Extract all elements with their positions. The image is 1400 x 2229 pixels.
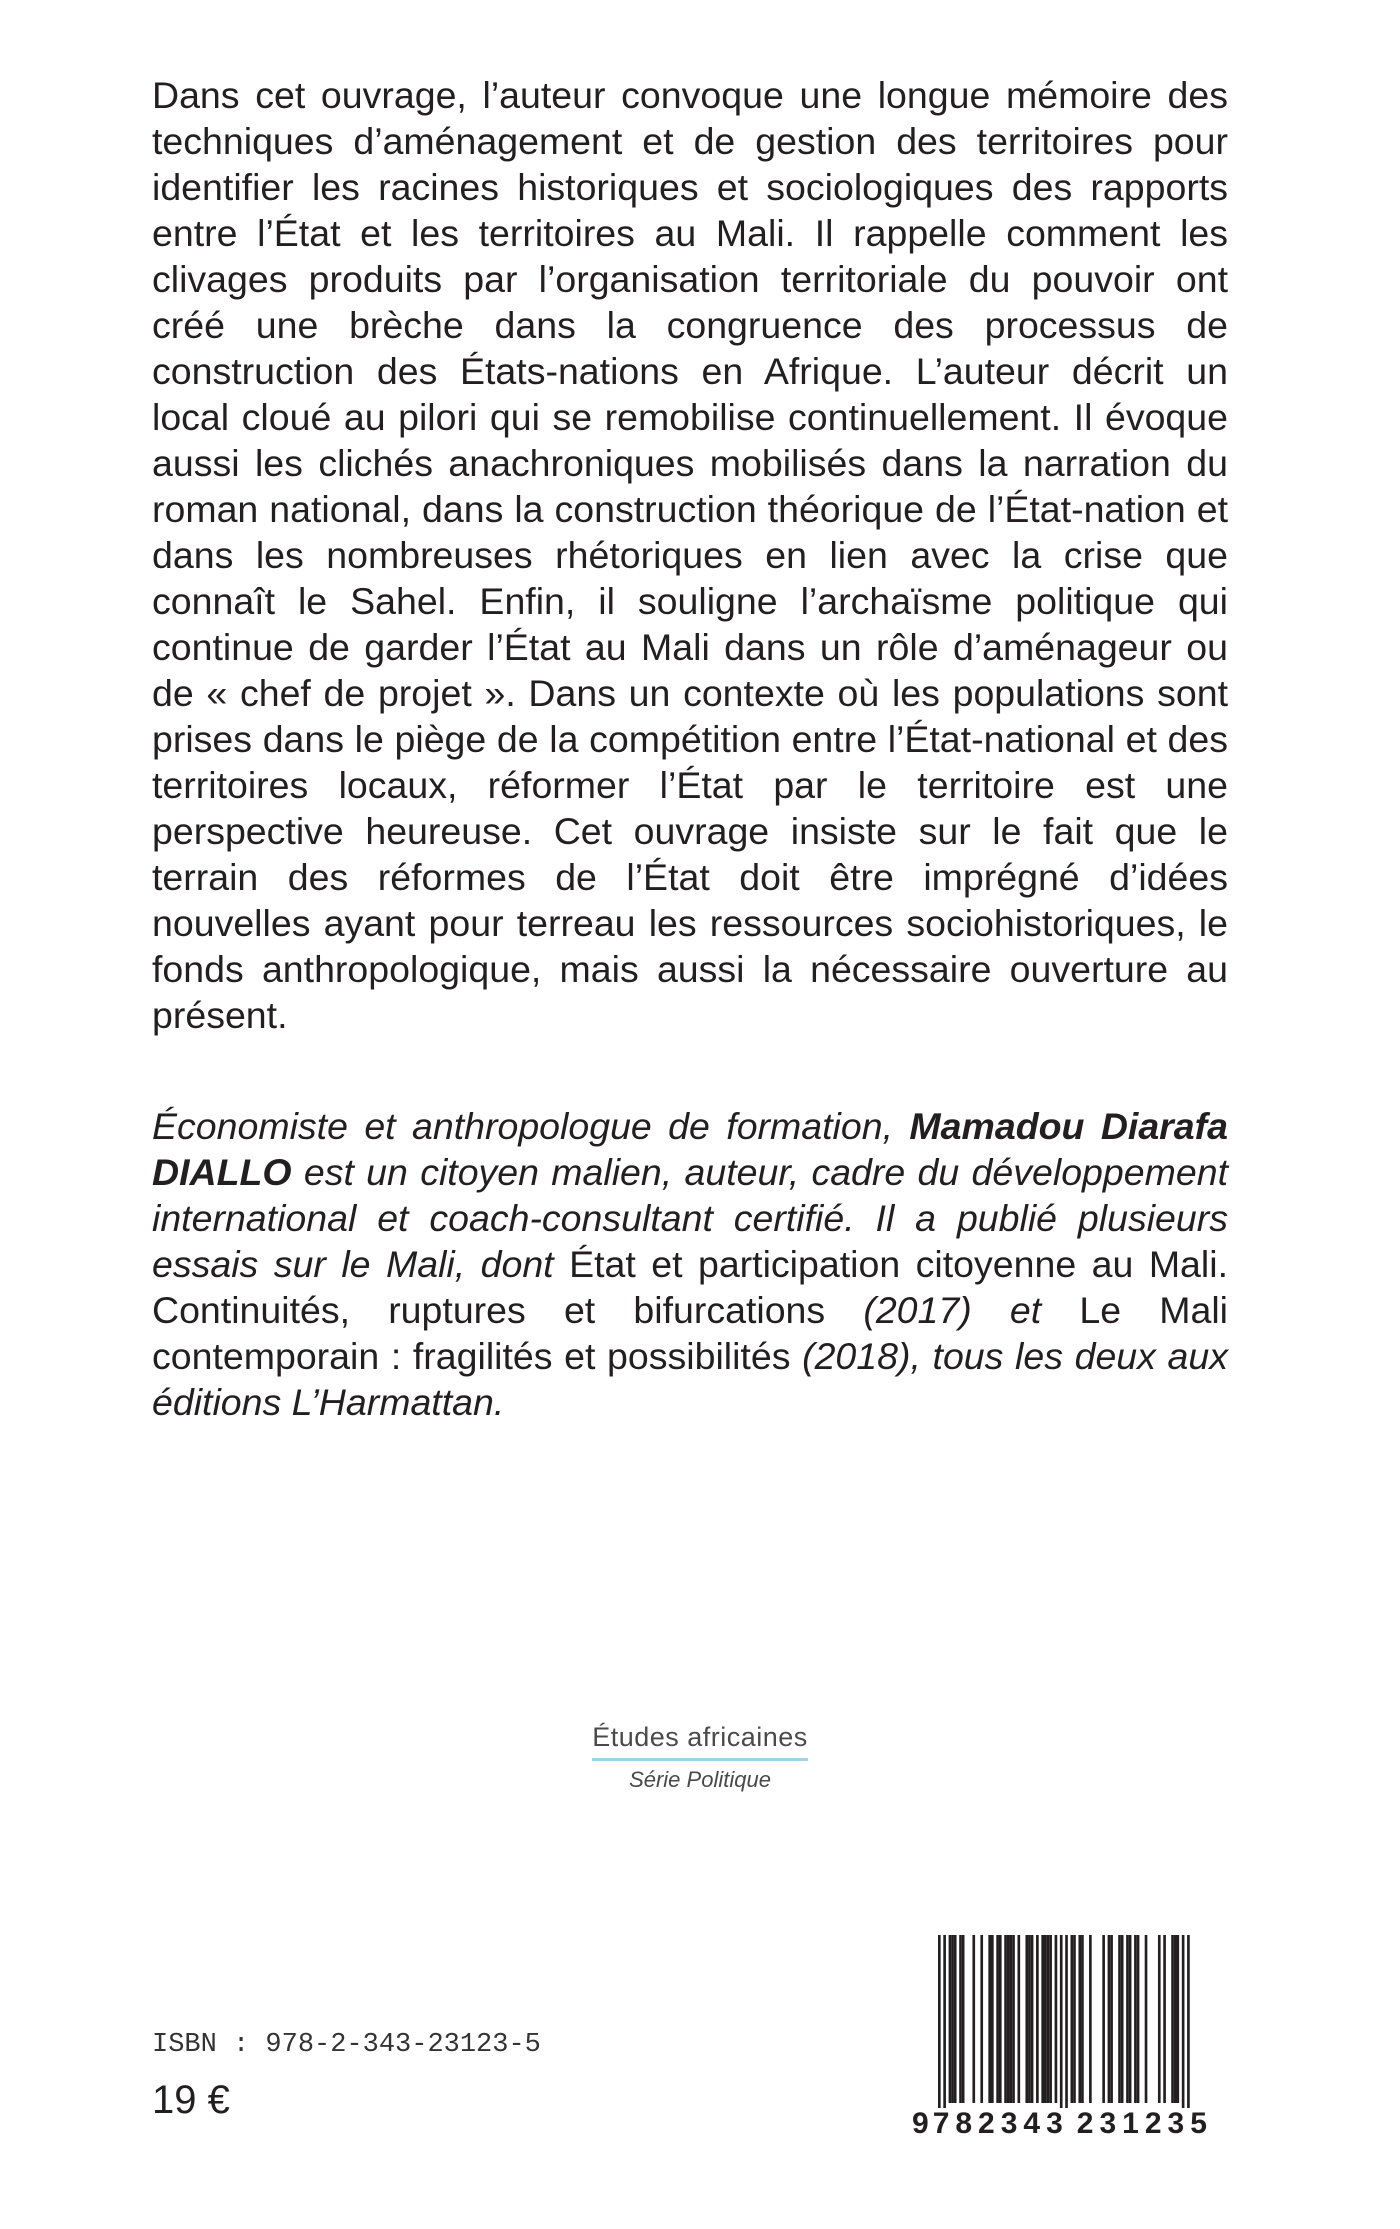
series-title: Études africaines bbox=[592, 1722, 808, 1761]
barcode-bar bbox=[949, 1935, 952, 2103]
barcode-right-group: 231235 bbox=[1073, 2108, 1217, 2140]
barcode-bar bbox=[1041, 1935, 1044, 2103]
barcode-bar bbox=[996, 1935, 999, 2103]
barcode-guard-bar bbox=[1187, 1935, 1190, 2117]
barcode-bar bbox=[1018, 1935, 1021, 2103]
barcode-bar bbox=[980, 1935, 983, 2103]
barcode-bar bbox=[951, 1935, 954, 2103]
barcode-bar bbox=[972, 1935, 975, 2103]
barcode-first-digit: 9 bbox=[912, 2107, 929, 2140]
barcode bbox=[912, 1935, 1212, 2140]
isbn: ISBN : 978-2-343-23123-5 bbox=[152, 2030, 541, 2060]
barcode-bar bbox=[1010, 1935, 1013, 2103]
barcode-bar bbox=[1031, 1935, 1034, 2103]
series-subtitle: Série Politique bbox=[629, 1767, 771, 1792]
barcode-bar bbox=[1129, 1935, 1132, 2103]
barcode-bar bbox=[1073, 1935, 1076, 2103]
barcode-guard-bar bbox=[1060, 1935, 1063, 2117]
barcode-bar bbox=[954, 1935, 957, 2103]
barcode-digits bbox=[912, 2100, 1212, 2140]
barcode-bar bbox=[988, 1935, 991, 2103]
barcode-guard-bar bbox=[1065, 1935, 1068, 2117]
barcode-bar bbox=[1049, 1935, 1052, 2103]
author-bio bbox=[152, 1103, 1228, 1425]
book-title-1: État et participation citoyenne au Mali. Continuités, ruptures et bifurcations bbox=[152, 1243, 1228, 1331]
book-title-2: Le Mali contemporain : fragilités et possibilités bbox=[152, 1289, 1228, 1377]
barcode-bar bbox=[999, 1935, 1002, 2103]
barcode-left-group: 782343 bbox=[929, 2108, 1073, 2140]
barcode-bar bbox=[1089, 1935, 1092, 2103]
barcode-bar bbox=[1171, 1935, 1174, 2103]
series-label bbox=[0, 1722, 1400, 1793]
barcode-bar bbox=[1137, 1935, 1140, 2103]
barcode-bar bbox=[1071, 1935, 1074, 2103]
barcode-bar bbox=[1081, 1935, 1084, 2103]
barcode-bar bbox=[1110, 1935, 1113, 2103]
barcode-bar bbox=[962, 1935, 965, 2103]
barcode-bar bbox=[1078, 1935, 1081, 2103]
barcode-guard-bar bbox=[943, 1935, 946, 2117]
barcode-bar bbox=[1012, 1935, 1015, 2103]
barcode-bar bbox=[1118, 1935, 1121, 2103]
barcode-bar bbox=[1158, 1935, 1161, 2103]
barcode-bar bbox=[1102, 1935, 1105, 2103]
barcode-guard-bar bbox=[1182, 1935, 1185, 2117]
barcode-bar bbox=[1174, 1935, 1177, 2103]
barcode-bar bbox=[1177, 1935, 1180, 2103]
barcode-bar bbox=[1047, 1935, 1050, 2103]
bio-year-1: (2017) et bbox=[825, 1289, 1080, 1331]
bio-year-2: (2018), tous les deux aux éditions L’Harmattan. bbox=[152, 1335, 1228, 1423]
barcode-bar bbox=[1108, 1935, 1111, 2103]
barcode-bar bbox=[959, 1935, 962, 2103]
barcode-bar bbox=[1007, 1935, 1010, 2103]
barcode-bar bbox=[1126, 1935, 1129, 2103]
bio-text: est un citoyen malien, auteur, cadre du développement international et coach-consultant certifié. Il a publié plusieurs essais sur le Mali, dont bbox=[152, 1151, 1228, 1285]
barcode-bar bbox=[1145, 1935, 1148, 2103]
barcode-bar bbox=[1044, 1935, 1047, 2103]
author-name: Mamadou Diarafa DIALLO bbox=[152, 1105, 1228, 1193]
barcode-bar bbox=[1163, 1935, 1166, 2103]
barcode-bar bbox=[991, 1935, 994, 2103]
barcode-bar bbox=[1055, 1935, 1058, 2103]
bio-intro: Économiste et anthropologue de formation, bbox=[152, 1105, 910, 1147]
barcode-bar bbox=[1036, 1935, 1039, 2103]
back-cover-summary: Dans cet ouvrage, l’auteur convoque une longue mémoire des techniques d’aménagement et de gestion des territoires pour identifier les racines historiques et sociologiques des rapports entre l’État et les territoires au Mali. Il rappelle comment les clivages produits par l’organisation territoriale du pouvoir ont créé une brèche dans la congruence des processus de construction des États-nations en Afrique. L’auteur décrit un local cloué au pilori qui se remobilise continuellement. Il évoque aussi les clichés anachroniques mobilisés dans la narration du roman national, dans la construction théorique de l’État-nation et dans les nombreuses rhétoriques en lien avec la crise que connaît le Sahel. Enfin, il souligne l’archaïsme politique qui continue de garder l’État au Mali dans un rôle d’aménageur ou de « chef de projet ». Dans un contexte où les populations sont prises dans le piège de la compétition entre l’État-national et des territoires locaux, réformer l’État par le territoire est une perspective heureuse. Cet ouvrage insiste sur le fait que le terrain des réformes de l’État doit être imprégné d’idées nouvelles ayant pour terreau les ressources sociohistoriques, le fonds anthropologique, mais aussi la nécessaire ouverture au présent. bbox=[152, 74, 1228, 1036]
barcode-bar bbox=[1121, 1935, 1124, 2103]
price: 19 € bbox=[152, 2078, 230, 2122]
barcode-bar bbox=[1028, 1935, 1031, 2103]
barcode-bar bbox=[1134, 1935, 1137, 2103]
barcode-bar bbox=[1025, 1935, 1028, 2103]
barcode-bar bbox=[1004, 1935, 1007, 2103]
barcode-guard-bar bbox=[938, 1935, 941, 2117]
